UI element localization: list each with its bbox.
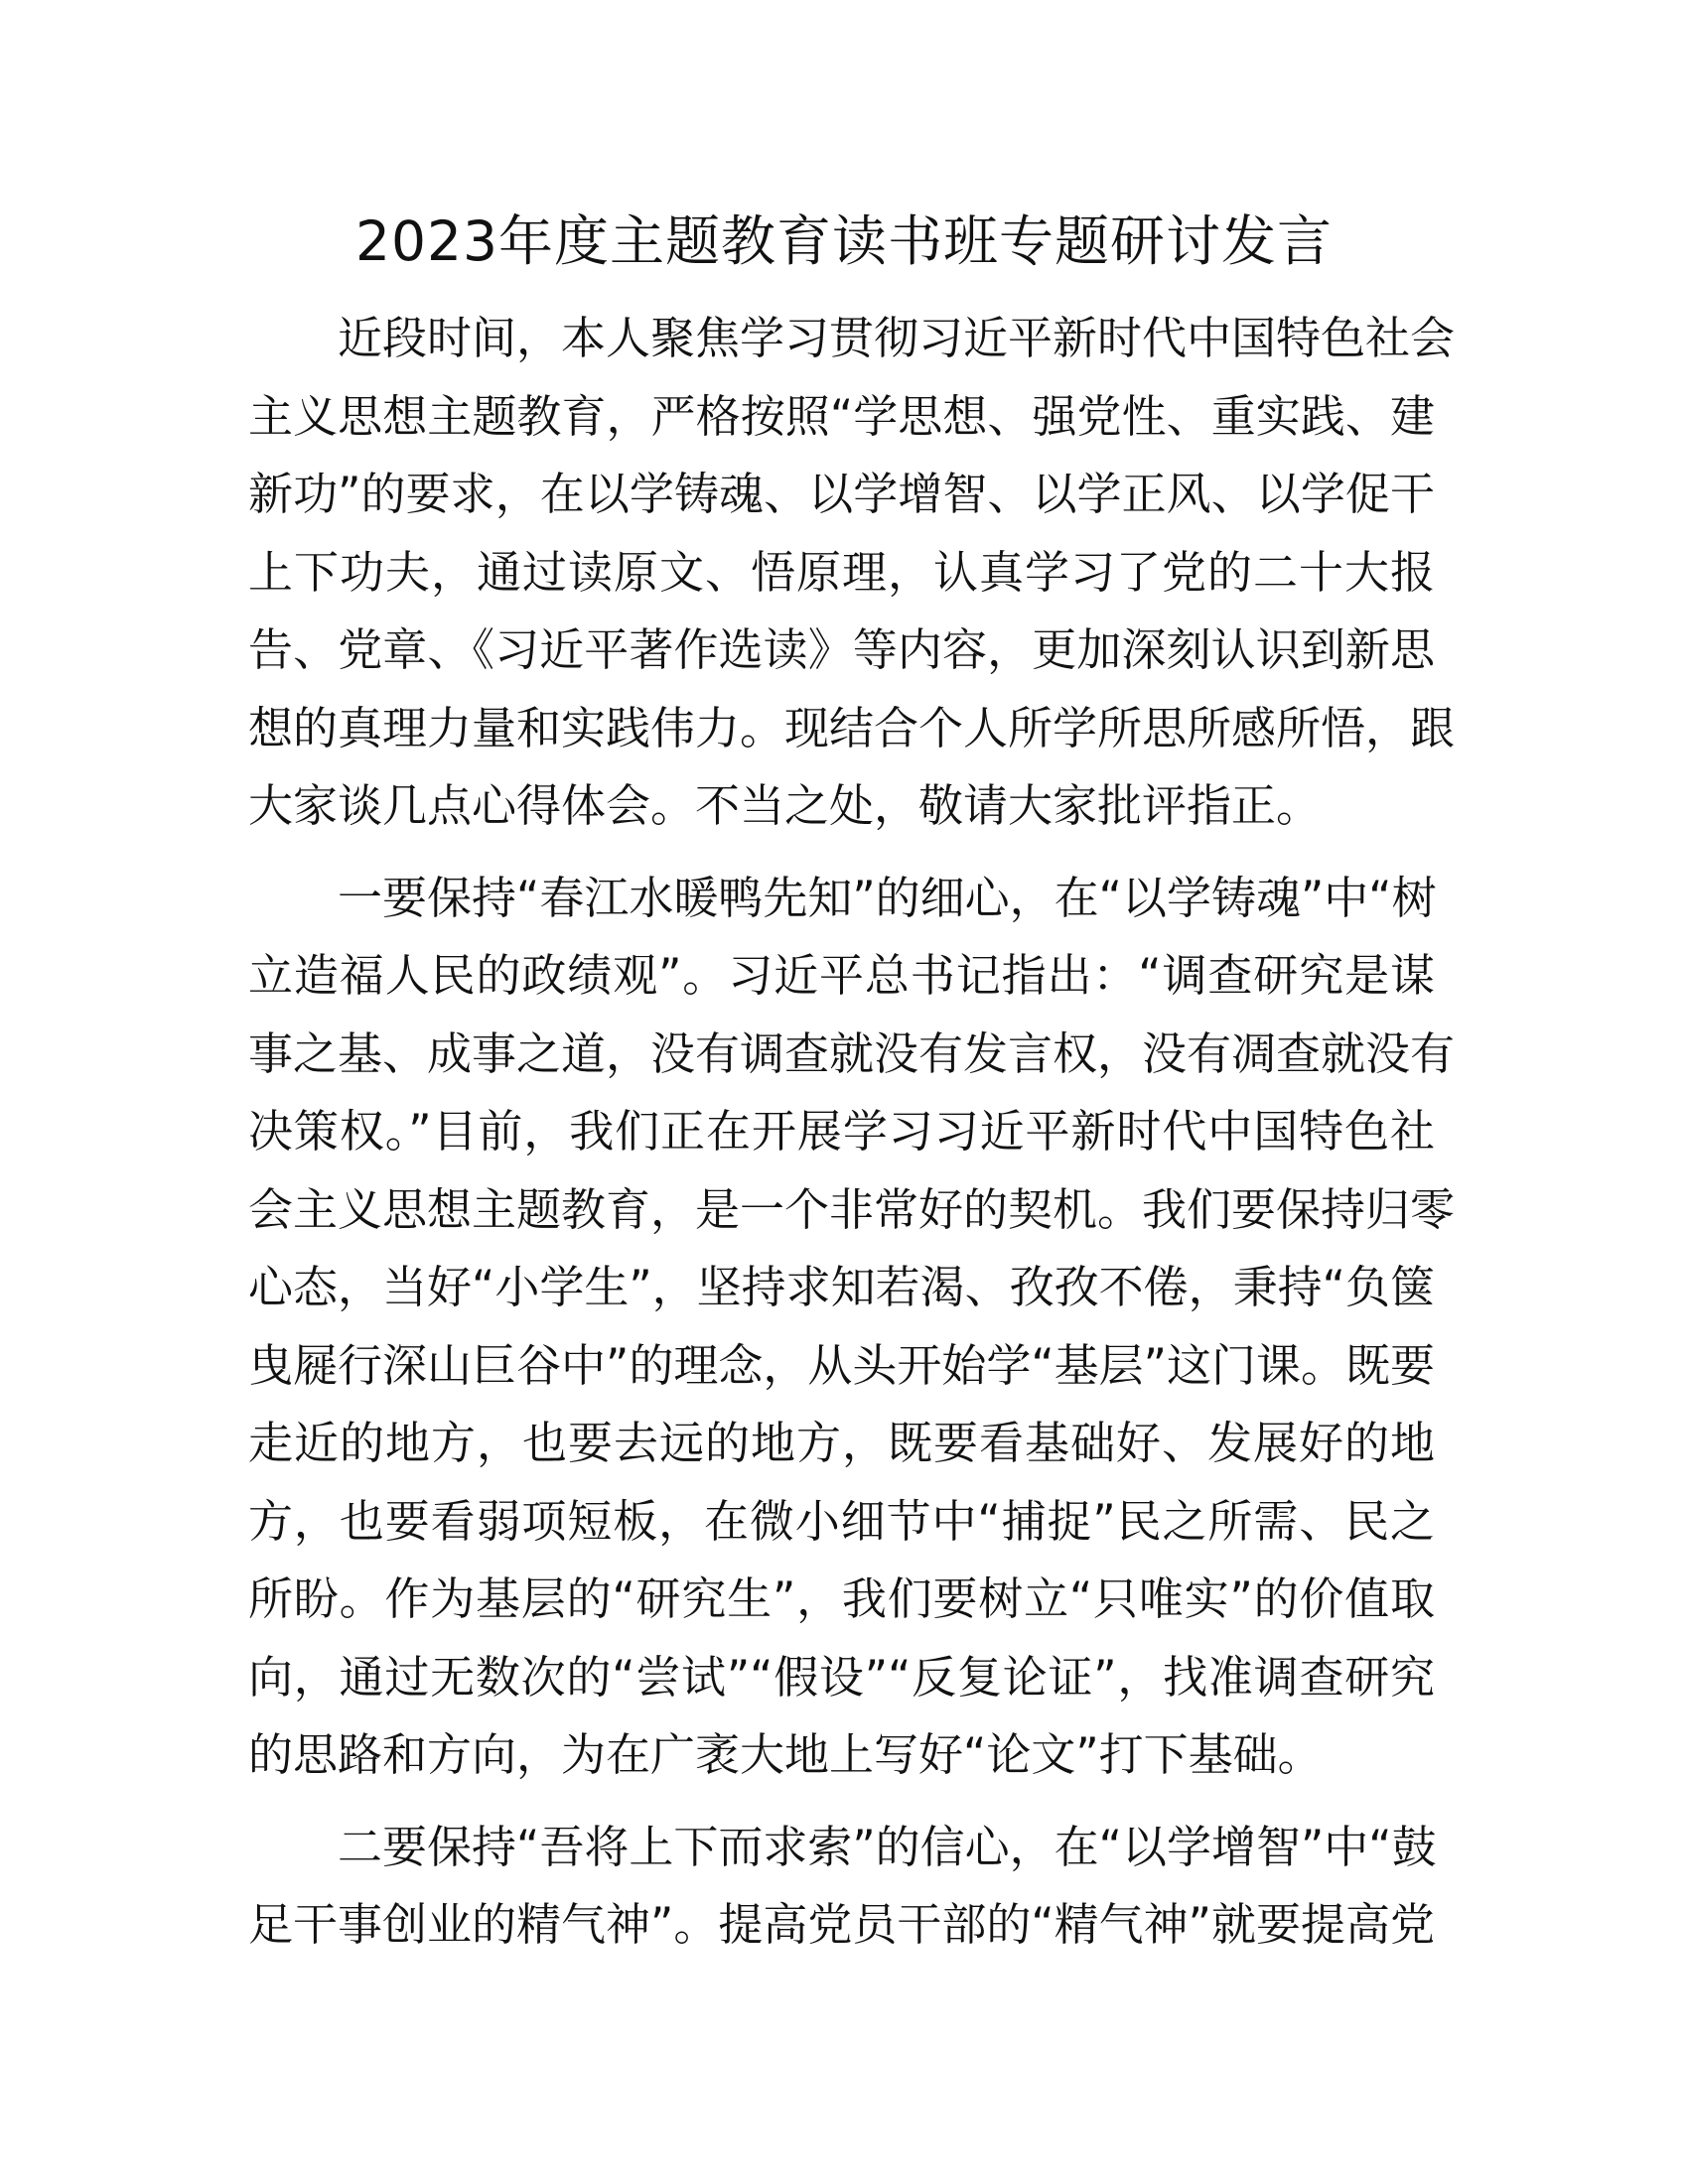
paragraph-point-two [248,1809,1435,1965]
paragraph-point-one [248,860,1456,1795]
document-body [248,300,1456,1979]
text-line: 上下功夫，通过读原文、悟原理，认真学习了党的二十大报 [248,545,1435,599]
text-line: 方，也要看弱项短板，在微小细节中“捕捉”民之所需、民之 [248,1494,1435,1548]
paragraph-intro [248,300,1456,846]
text-line: 曳屣行深山巨谷中”的理念，从头开始学“基层”这门课。既要 [248,1338,1435,1392]
text-line: 所盼。作为基层的“研究生”，我们要树立“只唯实”的价值取 [248,1572,1435,1625]
text-line: 告、党章、《习近平著作选读》等内容，更加深刻认识到新思 [248,623,1435,676]
text-line: 大家谈几点心得体会。不当之处，敬请大家批评指正。 [248,779,1322,832]
text-line: 足干事创业的精气神”。提高党员干部的“精气神”就要提高党 [248,1898,1435,1951]
text-line: 决策权。”目前，我们正在开展学习习近平新时代中国特色社 [248,1105,1435,1158]
text-line: 事之基、成事之道，没有调查就没有发言权，没有凋查就没有 [248,1026,1456,1080]
text-line: 走近的地方，也要去远的地方，既要看基础好、发展好的地 [248,1417,1435,1469]
document-title: 2023年度主题教育读书班专题研讨发言 [355,209,1333,273]
text-line: 心态，当好“小学生”，坚持求知若渴、孜孜不倦，秉持“负箧 [248,1261,1435,1313]
text-line: 一要保持“春江水暖鸭先知”的细心，在“以学铸魂”中“树 [338,871,1437,924]
text-line: 近段时间，本人聚焦学习贯彻习近平新时代中国特色社会 [338,312,1456,364]
text-line: 二要保持“吾将上下而求索”的信心，在“以学增智”中“鼓 [338,1820,1437,1873]
text-line: 的思路和方向，为在广袤大地上写好“论文”打下基础。 [248,1728,1323,1781]
text-line: 立造福人民的政绩观”。习近平总书记指出：“调查研究是谋 [248,949,1435,1002]
text-line: 向，通过无数次的“尝试”“假设”“反复论证”，找准调查研究 [248,1650,1435,1704]
text-line: 想的真理力量和实践伟力。现结合个人所学所思所感所悟，跟 [248,701,1456,754]
text-line: 新功”的要求，在以学铸魂、以学增智、以学正风、以学促干 [248,468,1435,520]
text-line: 会主义思想主题教育，是一个非常好的契机。我们要保持归零 [248,1182,1456,1236]
text-line: 主义思想主题教育，严格按照“学思想、强党性、重实践、建 [248,389,1435,443]
